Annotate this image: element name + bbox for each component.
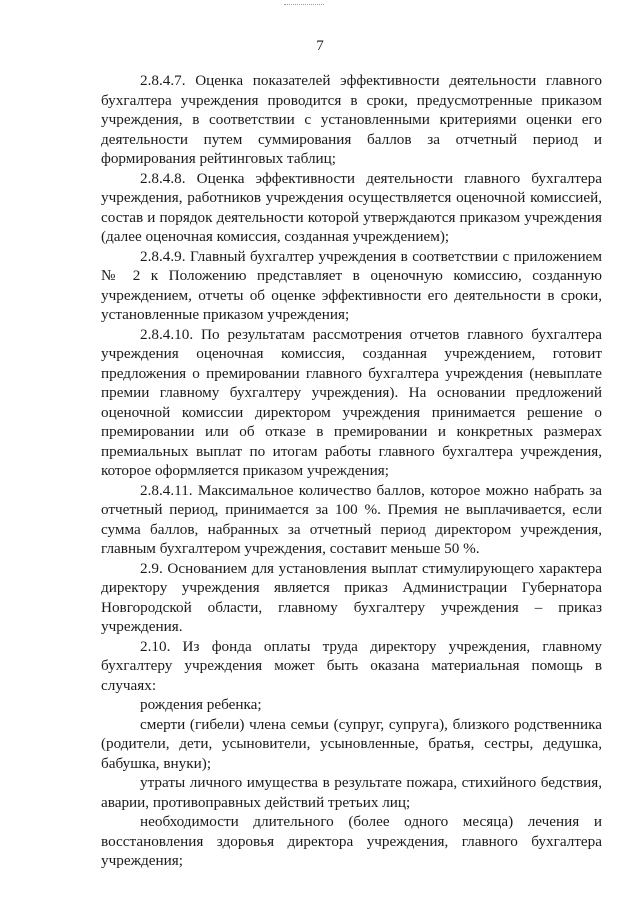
paragraph-2-8-4-11: 2.8.4.11. Максимальное количество баллов, которое можно набрать за отчетный период, принимается за 100 %. Премия не выплачивается, если сумма баллов, набранных за отчетный период директором учреждения, главным бухгалтером учреждения, составит меньше 50 %. xyxy=(101,481,602,557)
paragraph-2-8-4-8: 2.8.4.8. Оценка эффективности деятельности главного бухгалтера учреждения, работников учреждения осуществляется оценочной комиссией, состав и порядок деятельности которой утверждаются приказом учреждения (далее оценочная комиссия, созданная учреждением); xyxy=(101,169,602,245)
page-number: 7 xyxy=(316,38,324,54)
paragraph-2-9: 2.9. Основанием для установления выплат стимулирующего характера директору учреждения является приказ Администрации Губернатора Новгородской области, главному бухгалтеру учреждения – приказ учреждения. xyxy=(101,559,602,635)
document-body xyxy=(101,71,602,871)
paragraph-2-8-4-9: 2.8.4.9. Главный бухгалтер учреждения в соответствии с приложением № 2 к Положению представляет в оценочную комиссию, созданную учреждением, отчеты об оценке эффективности его деятельности в сроки, установленные приказом учреждения; xyxy=(101,247,602,323)
list-item-property-loss: утраты личного имущества в результате пожара, стихийного бедствия, аварии, противоправных действий третьих лиц; xyxy=(101,774,602,811)
list-item-death: смерти (гибели) члена семьи (супруг, супруга), близкого родственника (родители, дети, усыновители, усыновленные, братья, сестры, дедушка, бабушка, внуки); xyxy=(101,715,602,772)
paragraph-2-8-4-10: 2.8.4.10. По результатам рассмотрения отчетов главного бухгалтера учреждения оценочная комиссия, созданная учреждением, готовит предложения о премировании главного бухгалтера учреждения (невыплате премии главному бухгалтеру учреждения). На основании предложений оценочной комиссии директором учреждения принимается решение о премировании или об отказе в премировании и конкретных размерах премиальных выплат по итогам работы главного бухгалтера учреждения, которое оформляется приказом учреждения; xyxy=(101,325,602,479)
list-item-treatment: необходимости длительного (более одного месяца) лечения и восстановления здоровья директора учреждения, главного бухгалтера учреждения; xyxy=(101,813,602,869)
list-item-birth: рождения ребенка; xyxy=(140,696,262,713)
paragraph-2-8-4-7: 2.8.4.7. Оценка показателей эффективности деятельности главного бухгалтера учреждения проводится в сроки, предусмотренные приказом учреждения, в соответствии с установленными критериями оценки его деятельности путем суммирования баллов за отчетный период и формирования рейтинговых таблиц; xyxy=(101,72,602,167)
paragraph-2-10: 2.10. Из фонда оплаты труда директору учреждения, главному бухгалтеру учреждения может быть оказана материальная помощь в случаях: xyxy=(101,637,602,694)
scan-mark xyxy=(284,0,324,5)
